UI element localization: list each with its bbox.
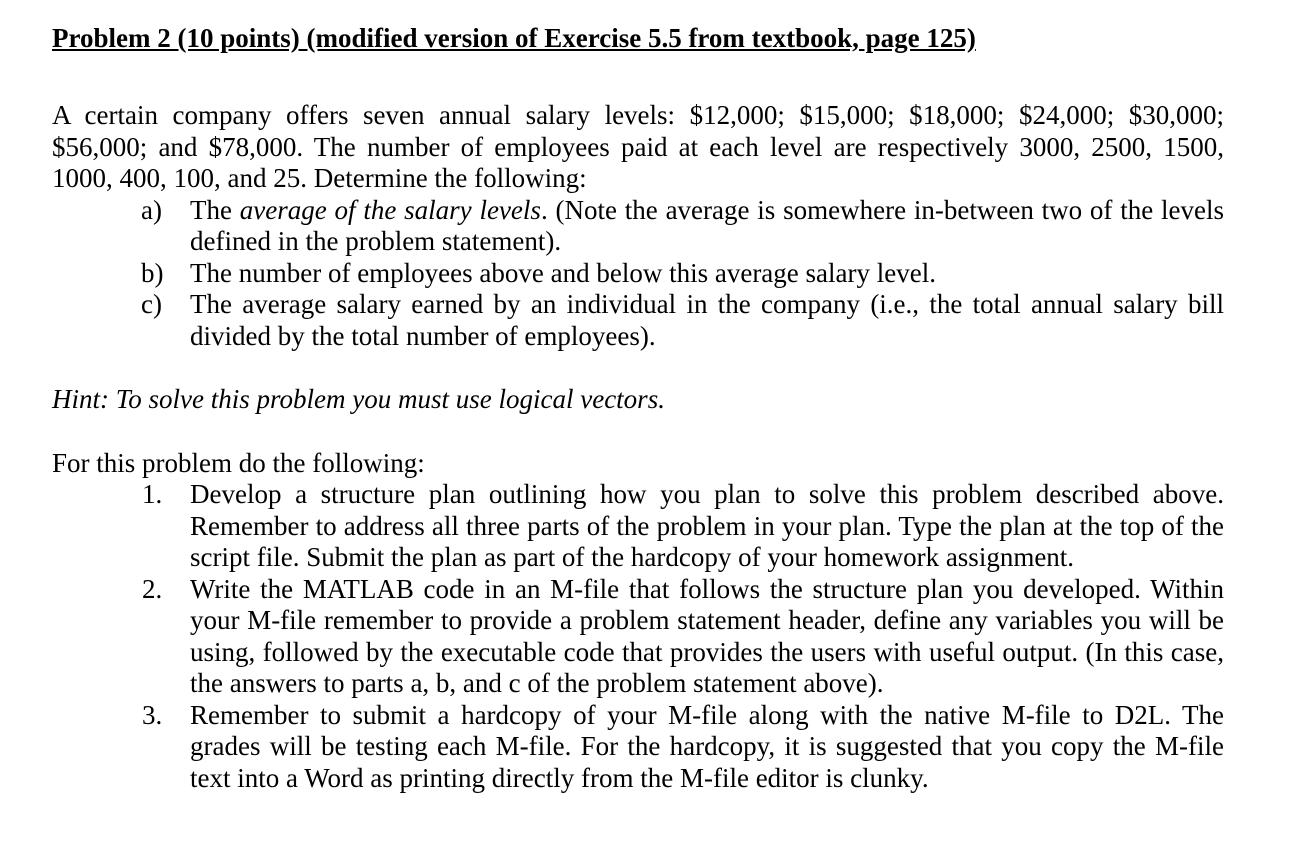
task-1-text: Develop a structure plan outlining how you plan to solve this problem described above. Remember to address all three parts of the problem in your plan. Type the plan at the top of the script file. Submit the plan as part of the hardcopy of your homework assignment. (190, 479, 1224, 572)
part-b (52, 258, 1224, 290)
problem-parts-list (52, 195, 1224, 353)
part-c (52, 289, 1224, 352)
part-c-text: The average salary earned by an individual in the company (i.e., the total annual salary bill divided by the total number of employees). (190, 289, 1224, 351)
part-a (52, 195, 1224, 258)
part-b-marker: b) (141, 257, 164, 288)
part-a-lead: The (190, 194, 240, 225)
part-a-rest: . (Note the average is somewhere in-between two of the levels defined in the problem statement). (190, 194, 1224, 256)
task-2 (52, 574, 1224, 700)
part-a-emphasis: average of the salary levels (239, 194, 541, 225)
document-page (52, 20, 1224, 794)
part-b-text: The number of employees above and below this average salary level. (190, 257, 936, 288)
part-a-marker: a) (141, 194, 162, 225)
problem-title: Problem 2 (10 points) (modified version of Exercise 5.5 from textbook, page 125) (52, 23, 976, 53)
task-1-marker: 1. (142, 479, 163, 509)
hint-text: Hint: To solve this problem you must use logical vectors. (52, 384, 665, 414)
task-2-text: Write the MATLAB code in an M-file that follows the structure plan you developed. Within your M-file remember to provide a problem statement header, define any variables you will be using, followed by the executable code that provides the users with useful output. (In this case, the answers to parts a, b, and c of the problem statement above). (190, 573, 1224, 698)
part-c-marker: c) (141, 289, 162, 319)
tasks-lead: For this problem do the following: (52, 447, 425, 478)
problem-statement: A certain company offers seven annual salary levels: $12,000; $15,000; $18,000; $24,000; $30,000; $56,000; and $78,000. The number of employees paid at each level are respectively 3000, 2500, 1500, 1000, 400, 100, and 25. Determine the following: (52, 100, 1224, 193)
tasks-list (52, 479, 1224, 794)
task-3-marker: 3. (142, 699, 163, 730)
task-3-text: Remember to submit a hardcopy of your M-file along with the native M-file to D2L. The grades will be testing each M-file. For the hardcopy, it is suggested that you copy the M-file text into a Word as printing directly from the M-file editor is clunky. (190, 699, 1224, 793)
task-3 (52, 700, 1224, 795)
task-2-marker: 2. (142, 573, 163, 604)
task-1 (52, 479, 1224, 574)
